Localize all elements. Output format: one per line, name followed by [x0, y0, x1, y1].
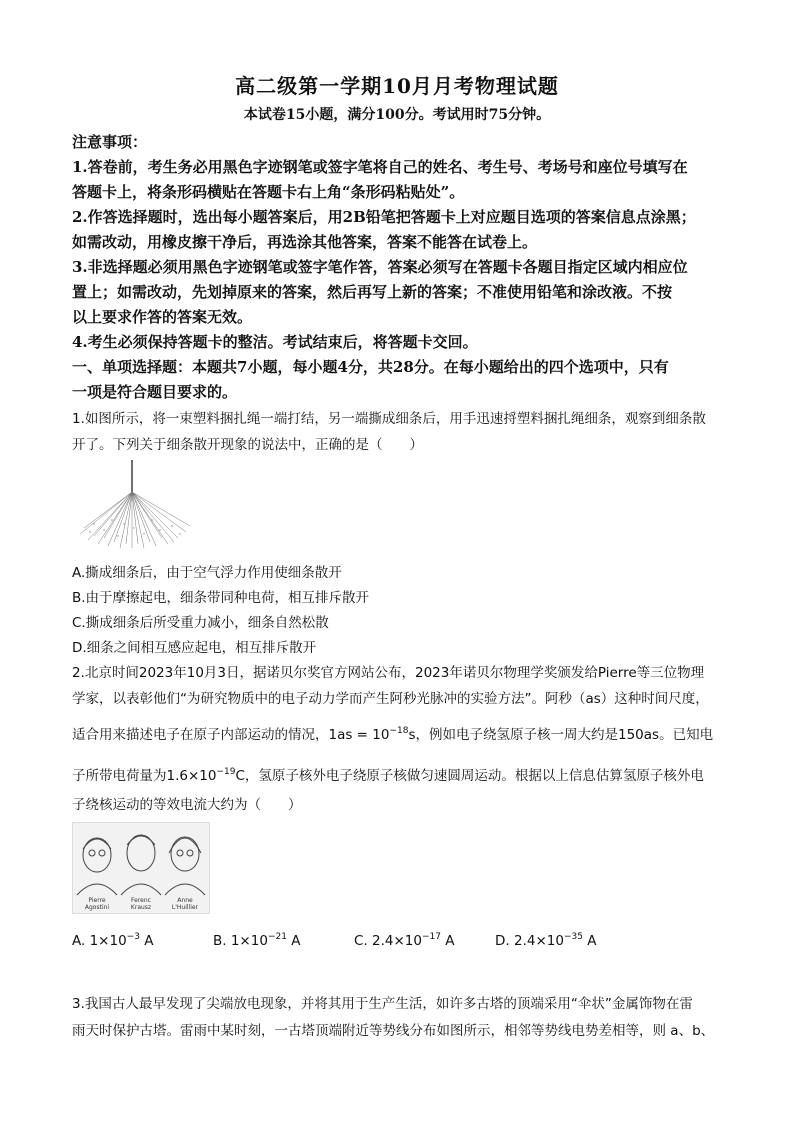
question-stem: 2.北京时间2023年10月3日，据诺贝尔奖官方网站公布，2023年诺贝尔物理学奖颁发给Pierre等三位物理: [72, 665, 705, 681]
notice-line: 4.考生必须保持答题卡的整洁。考试结束后，将答题卡交回。: [72, 333, 478, 351]
option-a: A. $1\times 10^{-3}$ A: [72, 932, 154, 949]
option-b: B.由于摩擦起电，细条带同种电荷，相互排斥散开: [72, 590, 370, 606]
question-stem: 适合用来描述电子在原子内部运动的情况，$1as = 10^{-18}s$，例如电子绕氢原子核一周大约是150as。已知电: [72, 726, 714, 743]
question-stem: 子所带电荷量为$1.6\times 10^{-19}C$，氢原子核外电子绕原子核做匀速圆周运动。根据以上信息估算氢原子核外电: [72, 767, 704, 784]
notice-line: 2.作答选择题时，选出每小题答案后，用2B铅笔把答题卡上对应题目选项的答案信息点涂黑；: [72, 208, 696, 226]
notice-heading: 注意事项：: [72, 133, 148, 151]
option-c: C.撕成细条后所受重力减小，细条自然松散: [72, 615, 329, 631]
page-title: 高二级第一学期10月月考物理试题: [235, 74, 559, 98]
notice-line: 3.非选择题必须用黑色字迹钢笔或签字笔作答，答案必须写在答题卡各题目指定区域内相应位: [72, 258, 688, 276]
notice-line: 以上要求作答的答案无效。: [72, 308, 253, 326]
page-subtitle: 本试卷15小题，满分100分。考试用时75分钟。: [243, 107, 551, 123]
section-heading: 一项是符合题目要求的。: [72, 383, 238, 401]
option-a: A.撕成细条后，由于空气浮力作用使细条散开: [72, 565, 342, 581]
option-b: B. $1\times 10^{-21}$ A: [213, 932, 301, 949]
option-c: C. $2.4\times 10^{-17}$ A: [354, 932, 455, 949]
plastic-strips-figure: [74, 458, 194, 550]
question-stem: 1.如图所示，将一束塑料捆扎绳一端打结，另一端撕成细条后，用手迅速捋塑料捆扎绳细条，观察到细条散: [72, 411, 706, 427]
laureate-portraits-figure: [72, 822, 210, 914]
option-d: D. $2.4\times 10^{-35}$ A: [495, 932, 597, 949]
portrait-caption: Anne L'Huillier: [171, 897, 199, 911]
question-stem: 雨天时保护古塔。雷雨中某时刻，一古塔顶端附近等势线分布如图所示，相邻等势线电势差相等，则 a、b、: [72, 1023, 715, 1039]
section-heading: 一、单项选择题：本题共7小题，每小题4分，共28分。在每小题给出的四个选项中，只有: [72, 358, 669, 376]
notice-line: 置上；如需改动，先划掉原来的答案，然后再写上新的答案；不准使用铅笔和涂改液。不按: [72, 283, 673, 301]
question-stem: 3.我国古人最早发现了尖端放电现象，并将其用于生产生活，如许多古塔的顶端采用“伞状”金属饰物在雷: [72, 996, 693, 1012]
notice-line: 1.答卷前，考生务必用黑色字迹钢笔或签字笔将自己的姓名、考生号、考场号和座位号填写在: [72, 158, 688, 176]
question-stem: 开了。下列关于细条散开现象的说法中，正确的是（ ）: [72, 437, 423, 453]
option-d: D.细条之间相互感应起电，相互排斥散开: [72, 640, 317, 656]
notice-line: 答题卡上，将条形码横贴在答题卡右上角“条形码粘贴处”。: [72, 183, 465, 201]
notice-line: 如需改动，用橡皮擦干净后，再选涂其他答案，答案不能答在试卷上。: [72, 233, 538, 251]
question-stem: 学家，以表彰他们“为研究物质中的电子动力学而产生阿秒光脉冲的实验方法”。阿秒（as）这种时间尺度，: [72, 691, 709, 707]
portrait-caption: Pierre Agostini: [84, 897, 110, 911]
portrait-caption: Ferenc Krausz: [130, 897, 152, 911]
question-stem: 子绕核运动的等效电流大约为（ ）: [72, 797, 302, 813]
